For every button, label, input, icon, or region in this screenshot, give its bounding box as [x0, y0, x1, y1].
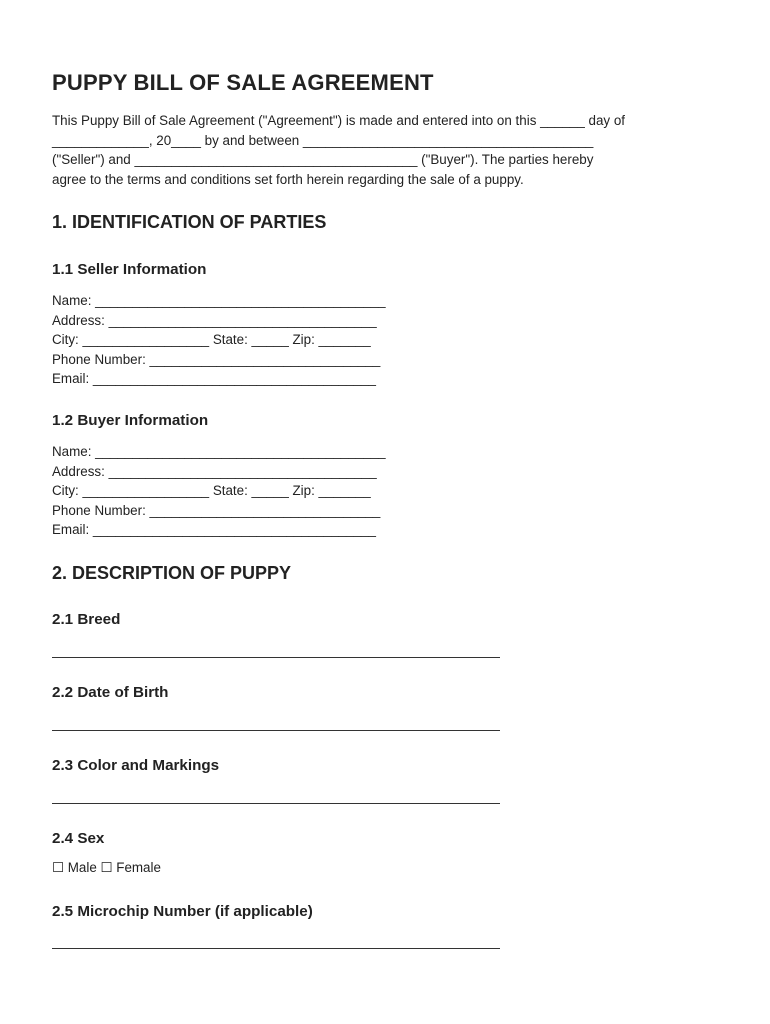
section-heading-description: 2. DESCRIPTION OF PUPPY — [52, 563, 292, 583]
sex-option-male: Male — [67, 860, 97, 875]
microchip-blank-line — [52, 948, 500, 949]
subsection-heading-sex: 2.4 Sex — [52, 830, 105, 847]
seller-fields — [52, 291, 386, 389]
buyer-name-field: Name: _______________________________________ — [52, 444, 386, 459]
subsection-heading-microchip: 2.5 Microchip Number (if applicable) — [52, 903, 313, 920]
subsection-heading-buyer: 1.2 Buyer Information — [52, 412, 209, 429]
date-of-birth-blank-line — [52, 730, 500, 731]
subsection-heading-color-markings: 2.3 Color and Markings — [52, 757, 220, 774]
seller-city-state-zip-field: City: _________________ State: _____ Zip: _______ — [52, 332, 371, 347]
checkbox-icon: ☐ — [100, 860, 113, 875]
intro-line: _____________, 20____ by and between _______________________________________ — [52, 132, 594, 148]
seller-email-field: Email: ______________________________________ — [52, 371, 376, 386]
subsection-heading-breed: 2.1 Breed — [52, 611, 121, 628]
intro-line: ("Seller") and ______________________________________ ("Buyer"). The parties hereby — [52, 152, 594, 168]
intro-line: This Puppy Bill of Sale Agreement ("Agreement") is made and entered into on this ______ day of — [52, 113, 625, 128]
color-markings-blank-line — [52, 803, 500, 804]
sex-options — [52, 860, 161, 876]
buyer-phone-field: Phone Number: _______________________________ — [52, 502, 381, 518]
buyer-address-field: Address: ____________________________________ — [52, 463, 377, 479]
subsection-heading-seller: 1.1 Seller Information — [52, 261, 207, 278]
checkbox-icon: ☐ — [52, 860, 65, 875]
subsection-heading-date-of-birth: 2.2 Date of Birth — [52, 684, 169, 701]
intro-line: agree to the terms and conditions set forth herein regarding the sale of a puppy. — [52, 171, 524, 187]
buyer-fields — [52, 442, 386, 540]
intro-paragraph — [52, 111, 732, 189]
seller-name-field: Name: _______________________________________ — [52, 293, 386, 308]
seller-address-field: Address: ____________________________________ — [52, 312, 377, 328]
seller-phone-field: Phone Number: _______________________________ — [52, 351, 381, 367]
section-heading-identification: 1. IDENTIFICATION OF PARTIES — [52, 212, 327, 232]
sex-option-female: Female — [116, 860, 161, 875]
breed-blank-line — [52, 657, 500, 658]
buyer-city-state-zip-field: City: _________________ State: _____ Zip: _______ — [52, 483, 371, 498]
document-title: PUPPY BILL OF SALE AGREEMENT — [52, 70, 434, 95]
buyer-email-field: Email: ______________________________________ — [52, 522, 376, 537]
